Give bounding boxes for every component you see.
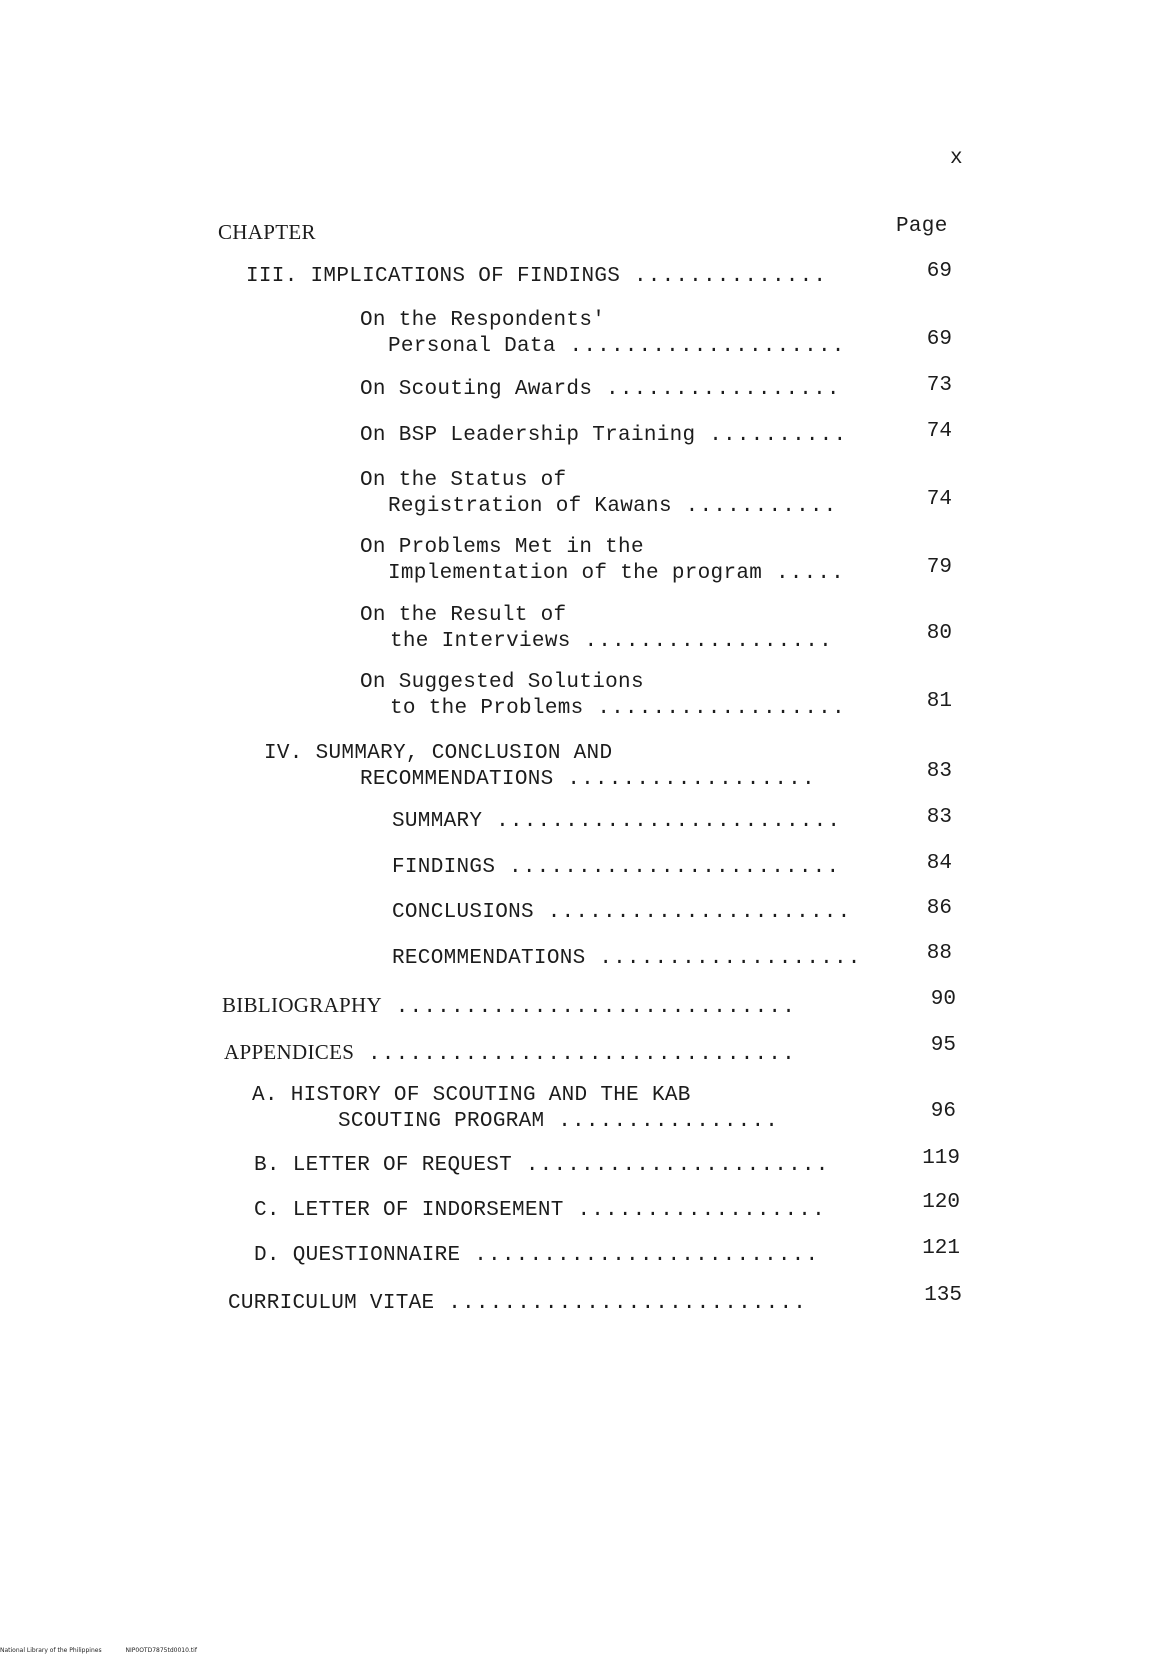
toc-page-summary: 83 bbox=[926, 806, 952, 829]
footer-file: NIP0OTD7875td0010.tif bbox=[125, 1647, 197, 1654]
toc-entry-findings: FINDINGS ........................ bbox=[392, 856, 841, 879]
toc-entry-appendix-c: C. LETTER OF INDORSEMENT .................. bbox=[254, 1199, 826, 1222]
toc-page-interviews: 80 bbox=[926, 622, 952, 645]
scan-footer bbox=[0, 1647, 219, 1654]
toc-page-recommendations: 88 bbox=[926, 942, 952, 965]
toc-entry-appendix-a: A. HISTORY OF SCOUTING AND THE KAB SCOUTING PROGRAM ................ bbox=[252, 1084, 780, 1133]
toc-entry-respondents: On the Respondents' Personal Data .................... bbox=[360, 309, 846, 358]
toc-entry-curriculum-vitae: CURRICULUM VITAE .......................... bbox=[228, 1292, 808, 1315]
toc-entry-summary: SUMMARY ......................... bbox=[392, 810, 842, 833]
toc-page-awards: 73 bbox=[926, 374, 952, 397]
toc-page-appendix-b: 119 bbox=[922, 1147, 960, 1170]
toc-entry-appendix-d: D. QUESTIONNAIRE ......................... bbox=[254, 1244, 820, 1267]
toc-page-appendix-a: 96 bbox=[930, 1100, 956, 1123]
toc-page-status: 74 bbox=[926, 488, 952, 511]
toc-entry-appendices: APPENDICES ............................... bbox=[224, 1040, 796, 1066]
toc-entry-bsp-training: On BSP Leadership Training .......... bbox=[360, 424, 848, 447]
toc-page-respondents: 69 bbox=[926, 328, 952, 351]
toc-entry-bibliography: BIBLIOGRAPHY ............................. bbox=[222, 993, 797, 1019]
toc-entry-conclusions: CONCLUSIONS ...................... bbox=[392, 901, 852, 924]
toc-entry-recommendations: RECOMMENDATIONS ................... bbox=[392, 947, 862, 970]
toc-page-appendix-c: 120 bbox=[922, 1191, 960, 1214]
toc-page-appendices: 95 bbox=[930, 1034, 956, 1057]
toc-page-bibliography: 90 bbox=[930, 988, 956, 1011]
toc-entry-problems: On Problems Met in the Implementation of the program ..... bbox=[360, 536, 845, 585]
toc-entry-awards: On Scouting Awards ................. bbox=[360, 378, 841, 401]
toc-entry-interviews: On the Result of the Interviews .................. bbox=[360, 604, 833, 653]
page-heading: Page bbox=[896, 215, 948, 238]
toc-page-conclusions: 86 bbox=[926, 897, 952, 920]
page-number: x bbox=[950, 147, 963, 170]
toc-entry-chapter-4: IV. SUMMARY, CONCLUSION AND RECOMMENDATIONS .................. bbox=[264, 742, 816, 791]
toc-entry-chapter-3: III. IMPLICATIONS OF FINDINGS .............. bbox=[246, 265, 828, 288]
toc-page-problems: 79 bbox=[926, 556, 952, 579]
toc-entry-status: On the Status of Registration of Kawans ........... bbox=[360, 469, 838, 518]
toc-entry-solutions: On Suggested Solutions to the Problems .................. bbox=[360, 671, 846, 720]
toc-page-appendix-d: 121 bbox=[922, 1237, 960, 1260]
toc-entry-appendix-b: B. LETTER OF REQUEST ...................... bbox=[254, 1154, 830, 1177]
toc-page-bsp-training: 74 bbox=[926, 420, 952, 443]
toc-page-chapter-3: 69 bbox=[926, 260, 952, 283]
chapter-heading: CHAPTER bbox=[218, 220, 316, 244]
toc-page-curriculum-vitae: 135 bbox=[924, 1284, 962, 1307]
toc-page-solutions: 81 bbox=[926, 690, 952, 713]
toc-page-chapter-4: 83 bbox=[926, 760, 952, 783]
footer-library: National Library of the Philippines bbox=[0, 1647, 102, 1654]
toc-page-findings: 84 bbox=[926, 852, 952, 875]
